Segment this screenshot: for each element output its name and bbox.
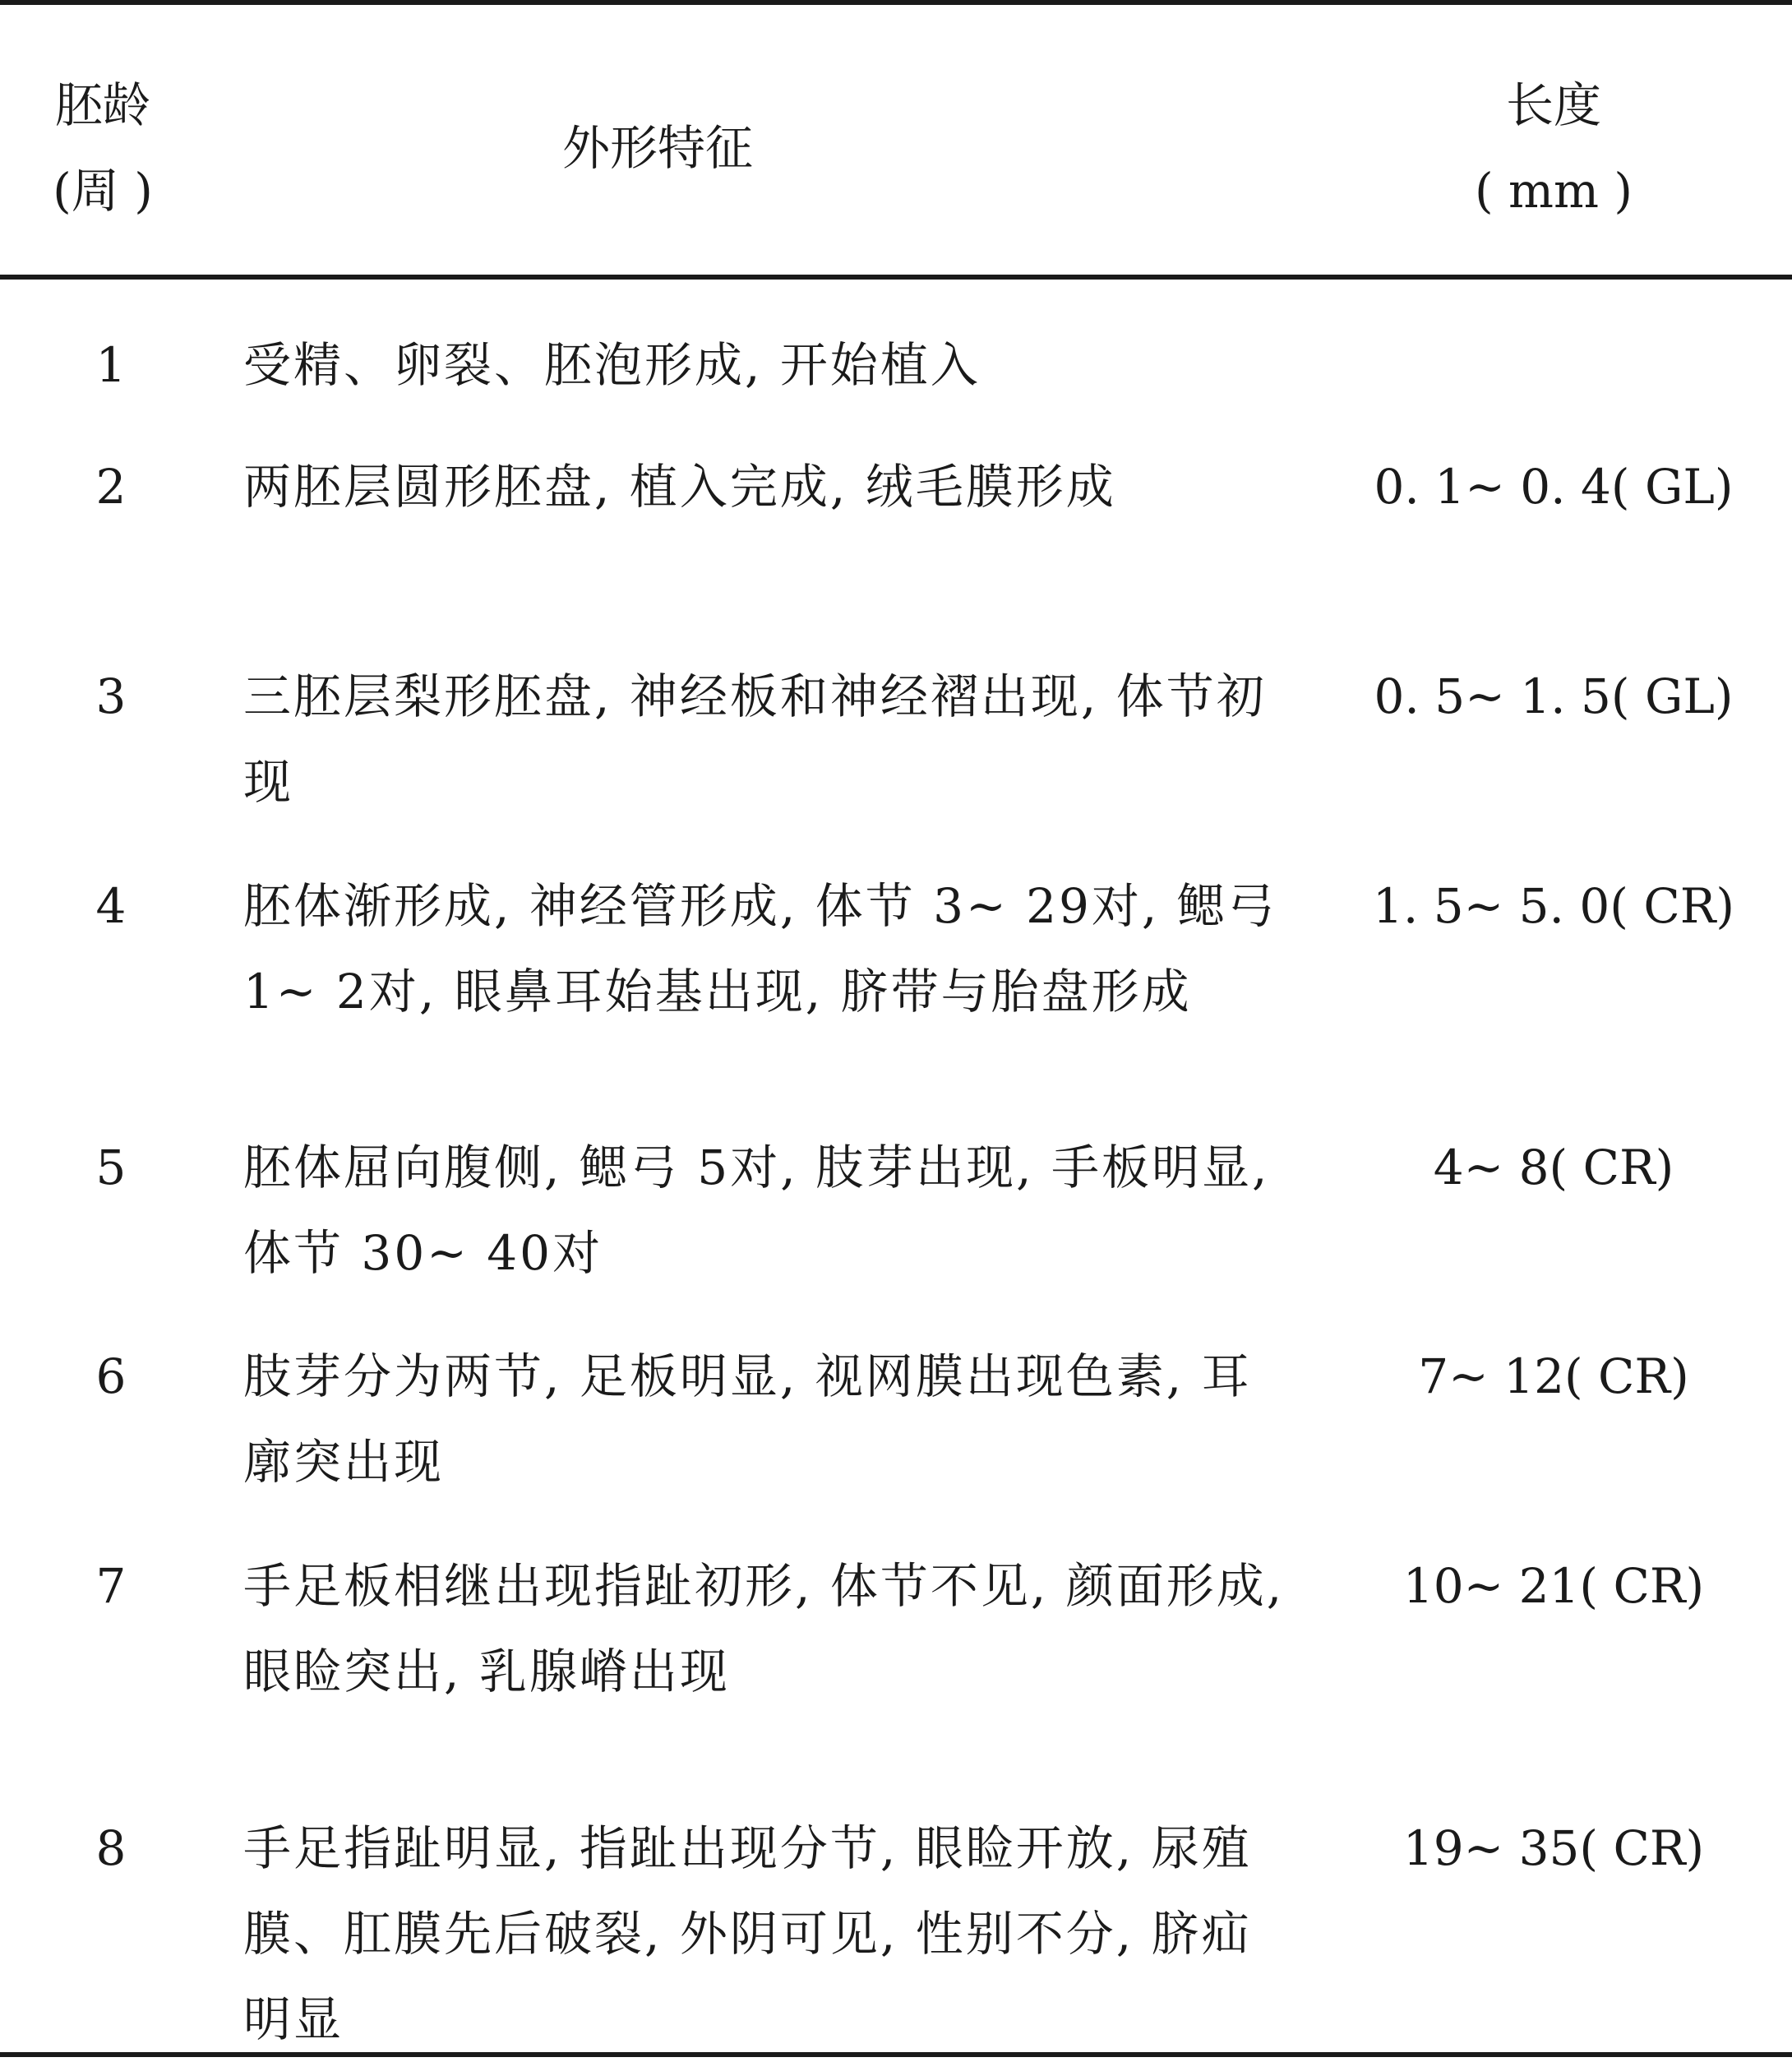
header-week-line2: (周 ) bbox=[53, 163, 153, 219]
row-length: 0. 5~ 1. 5( GL) bbox=[1374, 668, 1734, 724]
row-features: 手足指趾明显, 指趾出现分节, 眼睑开放, 尿殖膜、肛膜先后破裂, 外阴可见, 性别不分, 脐疝明显 bbox=[243, 1820, 1252, 2047]
table-top-rule bbox=[0, 0, 1792, 5]
row-week: 6 bbox=[95, 1348, 127, 1404]
row-week: 4 bbox=[95, 878, 127, 934]
row-length: 7~ 12( CR) bbox=[1418, 1348, 1689, 1404]
row-length: 1. 5~ 5. 0( CR) bbox=[1372, 878, 1735, 934]
row-features: 两胚层圆形胚盘, 植入完成, 绒毛膜形成 bbox=[243, 459, 1116, 515]
row-features: 肢芽分为两节, 足板明显, 视网膜出现色素, 耳廓突出现 bbox=[243, 1348, 1252, 1490]
header-length-line1: 长度 bbox=[1505, 77, 1601, 133]
row-week: 1 bbox=[95, 337, 127, 393]
header-week-line1: 胚龄 bbox=[54, 77, 150, 133]
row-features: 胚体渐形成, 神经管形成, 体节 3~ 29对, 鳃弓 1~ 2对, 眼鼻耳始基出现, 脐带与胎盘形成 bbox=[243, 878, 1277, 1019]
row-features: 手足板相继出现指趾初形, 体节不见, 颜面形成, 眼睑突出, 乳腺嵴出现 bbox=[243, 1558, 1285, 1699]
row-length: 0. 1~ 0. 4( GL) bbox=[1374, 459, 1734, 515]
row-features: 胚体屈向腹侧, 鳃弓 5对, 肢芽出现, 手板明显, 体节 30~ 40对 bbox=[243, 1140, 1270, 1281]
row-week: 3 bbox=[95, 668, 127, 724]
row-week: 5 bbox=[95, 1140, 127, 1195]
row-features: 三胚层梨形胚盘, 神经板和神经褶出现, 体节初现 bbox=[243, 668, 1267, 810]
row-features: 受精、卵裂、胚泡形成, 开始植入 bbox=[243, 337, 981, 393]
row-length: 4~ 8( CR) bbox=[1433, 1140, 1674, 1195]
row-week: 7 bbox=[95, 1558, 127, 1614]
table-bottom-rule bbox=[0, 2052, 1792, 2057]
row-length: 19~ 35( CR) bbox=[1402, 1820, 1705, 1876]
row-week: 8 bbox=[95, 1820, 127, 1876]
row-week: 2 bbox=[95, 459, 127, 515]
header-length-line2: ( mm ) bbox=[1474, 163, 1633, 219]
row-length: 10~ 21( CR) bbox=[1402, 1558, 1705, 1614]
header-features: 外形特征 bbox=[561, 120, 753, 176]
table-header-rule bbox=[0, 275, 1792, 280]
